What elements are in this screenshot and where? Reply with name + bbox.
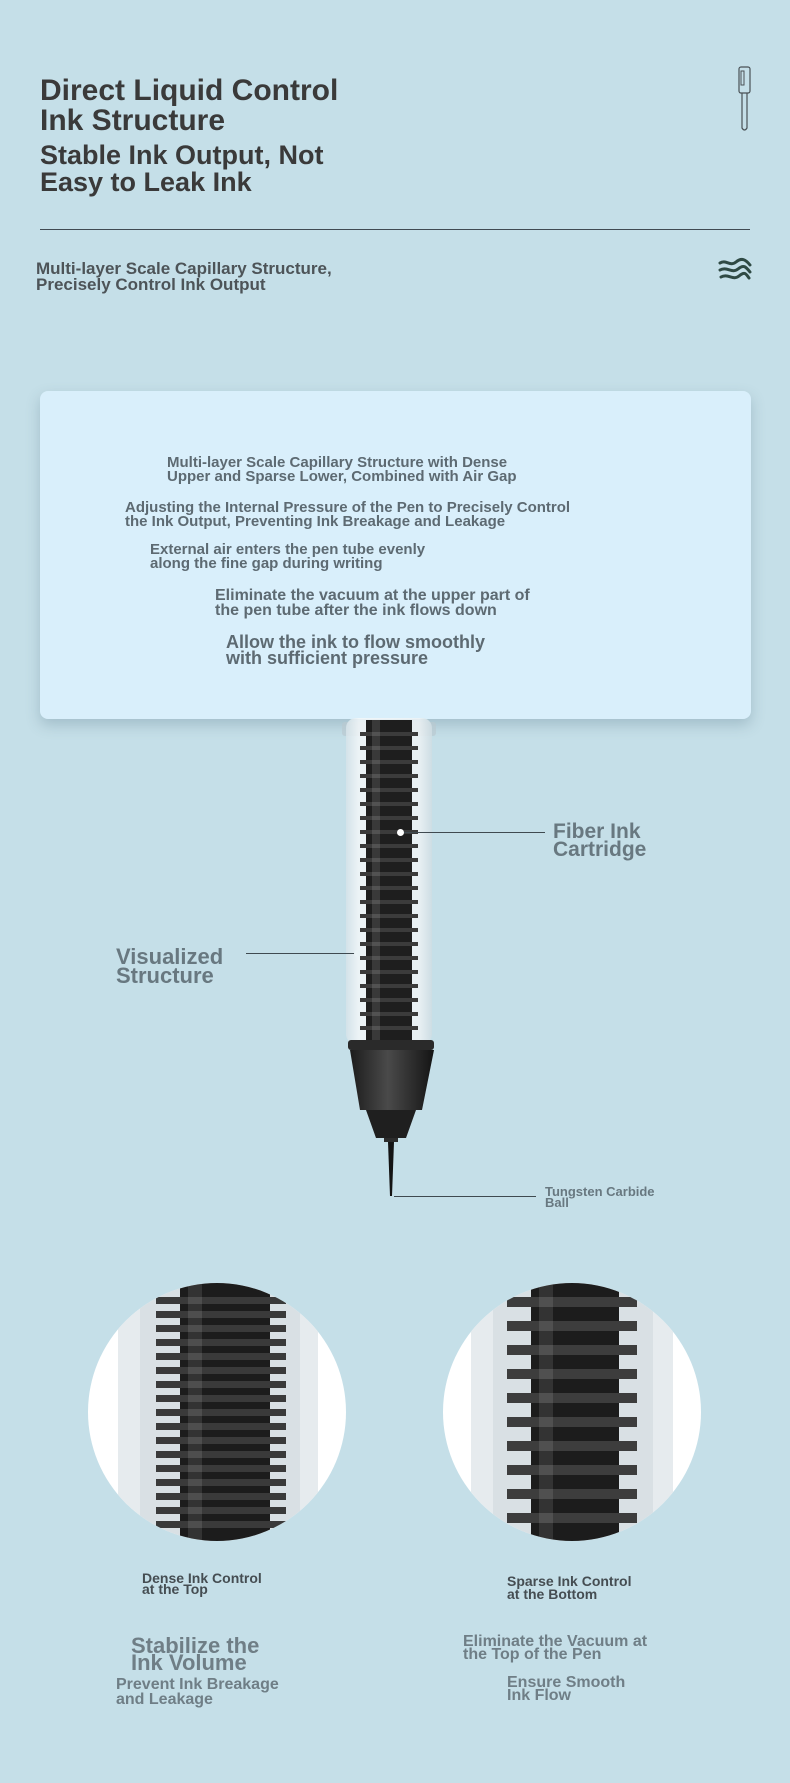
- panel-line-3: External air enters the pen tube evenly along the fine gap during writing: [150, 541, 426, 572]
- headline-eliminate-vacuum: Eliminate the Vacuum at the Top of the Pen: [463, 1633, 648, 1663]
- visualized-leader-line: [246, 953, 356, 954]
- panel-line-5: Allow the ink to flow smoothly with sufficient pressure: [226, 632, 485, 668]
- headline-stabilize: Stabilize the Ink Volume: [131, 1633, 260, 1675]
- label-tungsten-carbide-ball: Tungsten Carbide Ball: [545, 1184, 655, 1210]
- pen-icon: [736, 65, 754, 133]
- detail-sparse-bottom: [443, 1283, 701, 1541]
- pen-illustration: [330, 718, 460, 1208]
- subline-smooth-flow: Ensure Smooth Ink Flow: [507, 1674, 626, 1704]
- intro-text: Multi-layer Scale Capillary Structure, Precisely Control Ink Output: [36, 259, 332, 294]
- fiber-leader-line: [401, 832, 545, 833]
- detail-dense-top: [88, 1283, 346, 1541]
- page-subtitle: Stable Ink Output, Not Easy to Leak Ink: [40, 140, 324, 197]
- label-visualized-structure: Visualized Structure: [116, 944, 224, 988]
- label-fiber-ink-cartridge: Fiber Ink Cartridge: [553, 820, 647, 861]
- tungsten-leader-line: [394, 1196, 536, 1197]
- visualized-marker-dot: [354, 950, 361, 957]
- panel-line-2: Adjusting the Internal Pressure of the Pen to Precisely Control the Ink Output, Preventing Ink Breakage and Leakage: [125, 499, 571, 530]
- subline-prevent-breakage: Prevent Ink Breakage and Leakage: [116, 1676, 279, 1708]
- caption-dense-top: Dense Ink Control at the Top: [142, 1570, 262, 1597]
- fiber-marker-dot: [397, 829, 404, 836]
- caption-sparse-bottom: Sparse Ink Control at the Bottom: [507, 1573, 632, 1602]
- scribble-icon: [718, 257, 752, 283]
- page-title: Direct Liquid Control Ink Structure: [40, 74, 339, 137]
- panel-line-4: Eliminate the vacuum at the upper part of the pen tube after the ink flows down: [215, 587, 530, 619]
- panel-line-1: Multi-layer Scale Capillary Structure with Dense Upper and Sparse Lower, Combined with Air Gap: [167, 454, 517, 485]
- divider: [40, 229, 750, 230]
